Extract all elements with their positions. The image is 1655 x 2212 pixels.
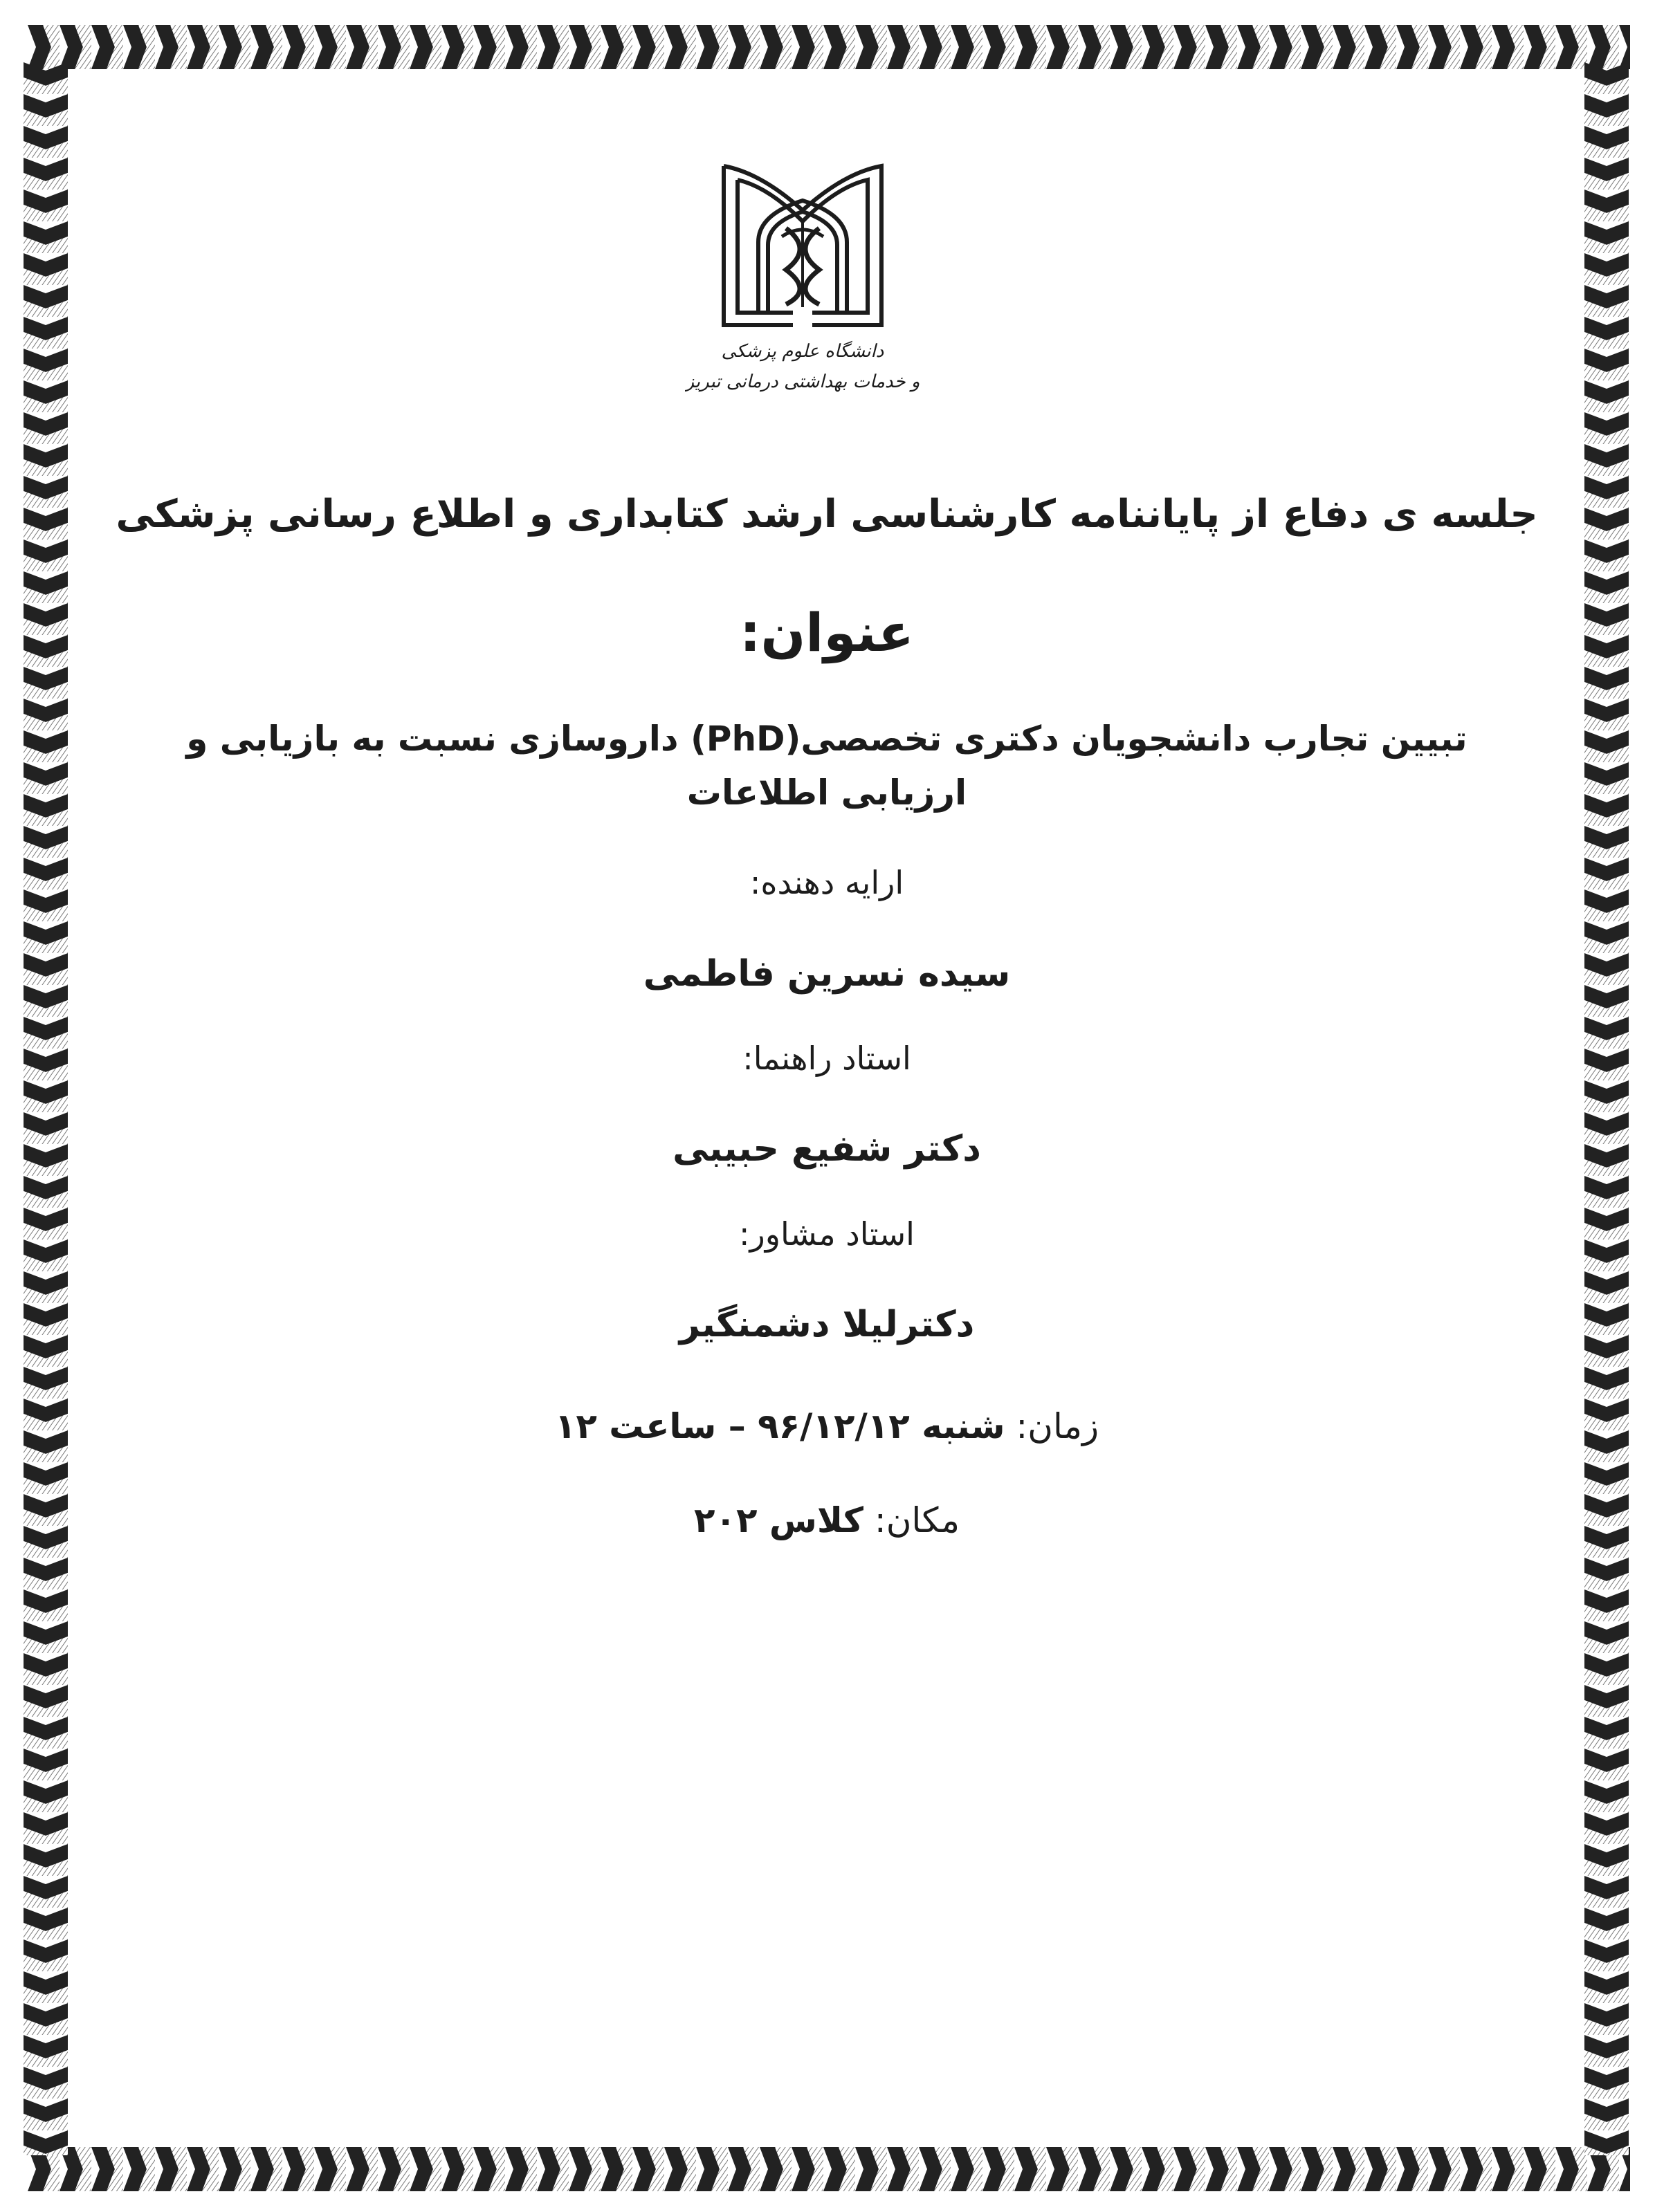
title-label: عنوان: <box>740 602 914 664</box>
right-border-ornament <box>1584 62 1629 2155</box>
session-time <box>111 1405 1543 1447</box>
document-heading: جلسه ی دفاع از پایاننامه کارشناسی ارشد کتابداری و اطلاع رسانی پزشکی <box>116 492 1538 537</box>
bottom-border-ornament <box>28 2147 1630 2191</box>
logo-caption-line2: و خدمات بهداشتی درمانی تبریز <box>685 371 920 392</box>
presenter-name: سیده نسرین فاطمی <box>643 952 1011 995</box>
thesis-title-line2: ارزیابی اطلاعات <box>686 772 967 813</box>
left-border-ornament <box>24 62 68 2155</box>
logo-caption-line1: دانشگاه علوم پزشکی <box>721 341 884 362</box>
thesis-title <box>111 712 1543 820</box>
supervisor-name: دکتر شفیع حبیبی <box>673 1128 981 1170</box>
university-logo <box>685 159 920 408</box>
advisor-name: دکترلیلا دشمنگیر <box>679 1303 975 1345</box>
session-place <box>111 1500 1543 1541</box>
supervisor-label: استاد راهنما: <box>742 1039 911 1077</box>
advisor-label: استاد مشاور: <box>739 1215 915 1253</box>
presenter-label: ارایه دهنده: <box>749 864 904 902</box>
place-label: مکان: <box>874 1500 960 1541</box>
announcement-body <box>111 470 1543 1541</box>
thesis-title-line1: تبیین تجارب دانشجویان دکتری تخصصی(PhD) داروسازی نسبت به بازیابی و <box>186 719 1467 759</box>
time-value: شنبه ۹۶/۱۲/۱۲ – ساعت ۱۲ <box>554 1406 1005 1447</box>
time-label: زمان: <box>1016 1406 1099 1447</box>
top-border-ornament <box>28 25 1630 69</box>
place-value: کلاس ۲۰۲ <box>693 1500 863 1541</box>
